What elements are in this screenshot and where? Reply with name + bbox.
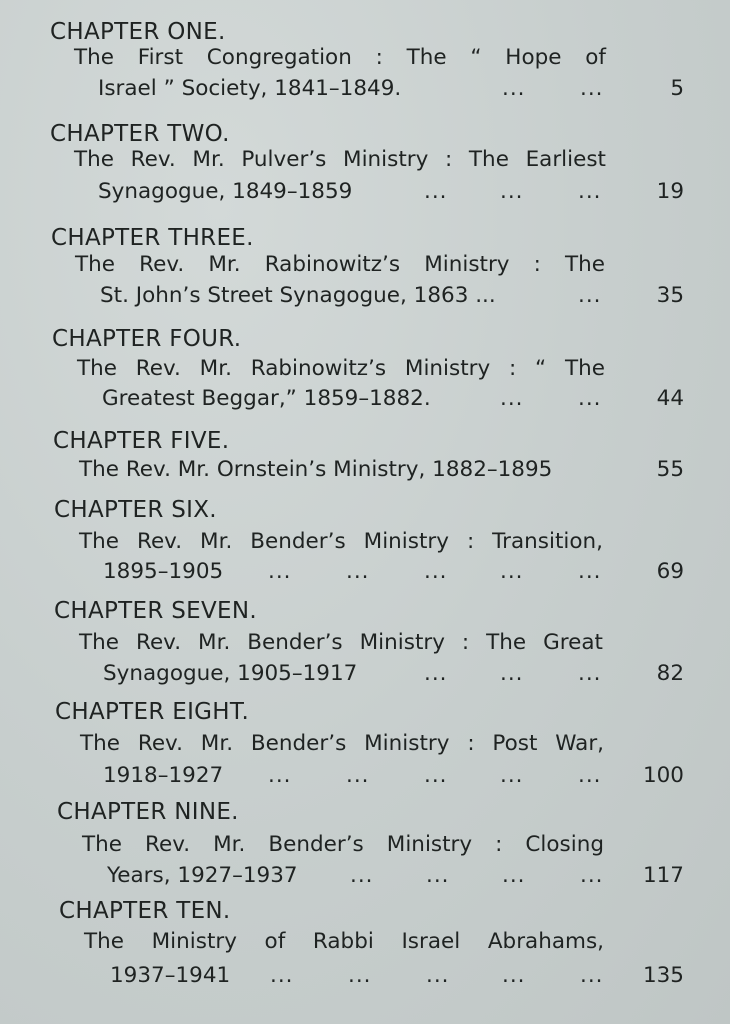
- leader-dots: ...: [578, 661, 602, 686]
- chapter-title-line: Greatest Beggar,” 1859–1882.: [102, 386, 431, 411]
- leader-dots: ...: [502, 963, 526, 988]
- chapter-title-last-line: [0, 282, 730, 310]
- chapter-title-line: 1895–1905: [103, 559, 224, 584]
- page-number: 69: [656, 559, 684, 584]
- leader-dots: ...: [424, 763, 448, 788]
- page-number: 5: [670, 76, 684, 101]
- leader-dots: ...: [500, 179, 524, 204]
- chapter-title-line: The Rev. Mr. Ornstein’s Ministry, 1882–1895: [79, 457, 553, 482]
- leader-dots: ...: [350, 863, 374, 888]
- chapter-title-line: The First Congregation : The “ Hope of: [74, 45, 606, 70]
- chapter-title-last-line: [0, 456, 730, 484]
- chapter-heading: CHAPTER FIVE.: [53, 428, 230, 454]
- chapter-heading: CHAPTER NINE.: [57, 799, 239, 825]
- leader-dots: ...: [500, 661, 524, 686]
- chapter-title-line: Years, 1927–1937: [107, 863, 298, 888]
- leader-dots: ...: [268, 559, 292, 584]
- page-number: 19: [656, 179, 684, 204]
- chapter-heading: CHAPTER THREE.: [51, 225, 254, 251]
- leader-dots: ...: [500, 763, 524, 788]
- chapter-title-line: The Rev. Mr. Bender’s Ministry : Transition,: [79, 529, 603, 554]
- chapter-title-line: 1918–1927: [103, 763, 224, 788]
- page-number: 44: [656, 386, 684, 411]
- leader-dots: ...: [502, 863, 526, 888]
- page-number: 55: [656, 457, 684, 482]
- leader-dots: ...: [426, 963, 450, 988]
- chapter-title-line: The Ministry of Rabbi Israel Abrahams,: [84, 929, 604, 954]
- chapter-title-line: The Rev. Mr. Bender’s Ministry : Post War,: [80, 731, 604, 756]
- chapter-heading: CHAPTER SEVEN.: [54, 598, 257, 624]
- chapter-title-line: Synagogue, 1849–1859: [98, 179, 353, 204]
- chapter-heading: CHAPTER TEN.: [59, 898, 231, 924]
- chapter-heading: CHAPTER EIGHT.: [55, 699, 250, 725]
- leader-dots: ...: [346, 763, 370, 788]
- leader-dots: ...: [500, 559, 524, 584]
- leader-dots: ...: [426, 863, 450, 888]
- leader-dots: ...: [578, 559, 602, 584]
- chapter-title-line: Synagogue, 1905–1917: [103, 661, 358, 686]
- page-number: 82: [656, 661, 684, 686]
- leader-dots: ...: [424, 661, 448, 686]
- chapter-title-last-line: [0, 178, 730, 206]
- leader-dots: ...: [348, 963, 372, 988]
- chapter-heading: CHAPTER SIX.: [54, 497, 217, 523]
- chapter-title-line: Israel ” Society, 1841–1849.: [98, 76, 402, 101]
- page-number: 135: [642, 963, 684, 988]
- leader-dots: ...: [424, 179, 448, 204]
- leader-dots: ...: [346, 559, 370, 584]
- chapter-heading: CHAPTER FOUR.: [52, 326, 242, 352]
- chapter-title-last-line: [0, 75, 730, 103]
- leader-dots: ...: [578, 179, 602, 204]
- chapter-title-last-line: [0, 660, 730, 688]
- chapter-title-last-line: [0, 762, 730, 790]
- leader-dots: ...: [580, 963, 604, 988]
- page-number: 35: [656, 283, 684, 308]
- chapter-title-line: St. John’s Street Synagogue, 1863 ...: [100, 283, 496, 308]
- chapter-title-line: The Rev. Mr. Rabinowitz’s Ministry : “ The: [77, 356, 605, 381]
- leader-dots: ...: [580, 76, 604, 101]
- leader-dots: ...: [270, 963, 294, 988]
- chapter-heading: CHAPTER TWO.: [50, 121, 230, 147]
- page-number: 100: [642, 763, 684, 788]
- leader-dots: ...: [502, 76, 526, 101]
- chapter-title-line: The Rev. Mr. Bender’s Ministry : Closing: [82, 832, 604, 857]
- chapter-title-last-line: [0, 558, 730, 586]
- leader-dots: ...: [578, 283, 602, 308]
- chapter-title-line: The Rev. Mr. Rabinowitz’s Ministry : The: [75, 252, 605, 277]
- chapter-title-line: The Rev. Mr. Pulver’s Ministry : The Earliest: [74, 147, 606, 172]
- chapter-title-last-line: [0, 385, 730, 413]
- chapter-heading: CHAPTER ONE.: [50, 19, 226, 45]
- chapter-title-line: 1937–1941: [110, 963, 231, 988]
- leader-dots: ...: [580, 863, 604, 888]
- leader-dots: ...: [578, 763, 602, 788]
- chapter-title-line: The Rev. Mr. Bender’s Ministry : The Great: [79, 630, 603, 655]
- leader-dots: ...: [268, 763, 292, 788]
- chapter-title-last-line: [0, 862, 730, 890]
- leader-dots: ...: [424, 559, 448, 584]
- page-number: 117: [642, 863, 684, 888]
- chapter-title-last-line: [0, 962, 730, 990]
- leader-dots: ...: [500, 386, 524, 411]
- leader-dots: ...: [578, 386, 602, 411]
